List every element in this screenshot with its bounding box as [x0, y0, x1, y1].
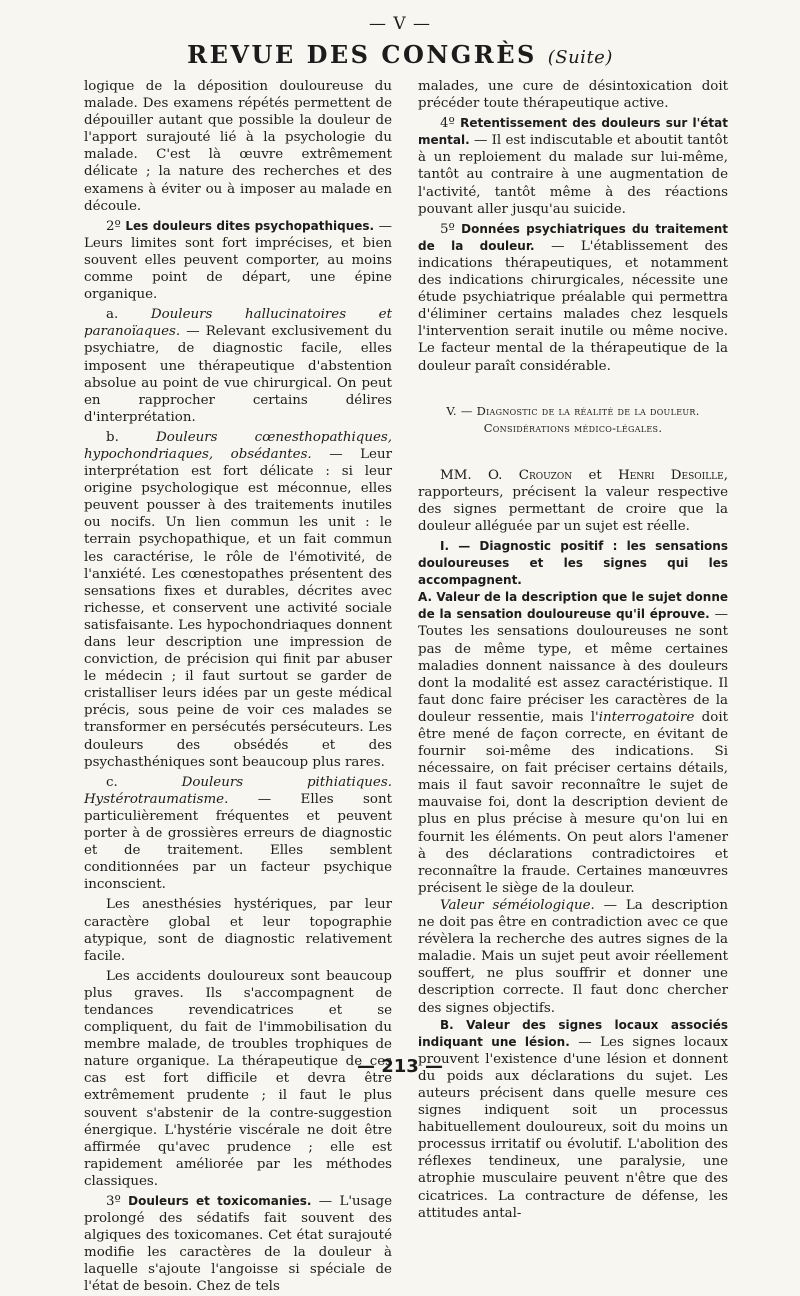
page-number: — 213 —	[356, 1056, 444, 1077]
subsection-number: 4º	[440, 116, 455, 132]
item-heading: A. Valeur de la description que le sujet donne de la sensation douloureuse qu'il éprouve.	[418, 590, 728, 622]
authors-conjunction: et	[588, 467, 602, 483]
subsection-3	[84, 1193, 392, 1296]
item-B	[418, 1017, 728, 1222]
item-emphasis: interrogatoire	[598, 709, 695, 725]
item-A	[418, 589, 728, 897]
paragraph-text: — L'usage prolongé des sédatifs fait souvent des algiques des toxicomanes. Cet état surajouté modifie les caractères de la douleur à laquelle s'ajoute l'angoisse si spéciale de l'état de besoin. Chez de tels	[84, 1194, 392, 1295]
right-column	[418, 78, 728, 1221]
section-v-title	[418, 403, 728, 437]
subsection-5	[418, 221, 728, 375]
paragraph: malades, une cure de désintoxication doit précéder toute thérapeutique active.	[418, 79, 728, 112]
item-text: — Toutes les sensations douloureuses ne sont pas de même type, et même certaines maladies donnent naissance à des douleurs dont la modalité est assez caractéristique. Il faut donc faire préciser les caractères de la douleur ressentie, mais l'	[418, 607, 728, 725]
title-main: REVUE DES CONGRÈS	[187, 40, 537, 69]
paragraph: logique de la déposition douloureuse du malade. Des examens répétés permettent de dépouiller autant que possible la douleur de l'apport surajouté lié à la psychologie du malade. C'est là œuvre extrêmement délicate ; la nature des recherches et des examens à éviter ou à imposer au malade en découle.	[84, 79, 392, 214]
subsection-number: 5º	[440, 221, 455, 237]
subsection-heading: Les douleurs dites psychopathiques.	[125, 218, 375, 233]
section-title-line: V. — Diagnostic de la réalité de la douleur.	[446, 403, 700, 418]
item-b	[84, 429, 392, 771]
paragraph: Les accidents douloureux sont beaucoup plus graves. Ils s'accompagnent de tendances revendicatrices et se compliquent, du fait de l'immobilisation du membre malade, de troubles trophiques de nature organique. La thérapeutique de ces cas est fort difficile et devra être extrêmement prudente ; il faut le plus souvent s'abstenir de la contre-suggestion énergique. L'hystérie viscérale ne doit être affirmée qu'avec prudence ; elle est rapidement améliorée par les méthodes classiques.	[84, 968, 392, 1189]
section-title-line: Considérations médico-légales.	[483, 420, 663, 435]
paragraph-text: — Il est indiscutable et aboutit tantôt à un reploiement du malade sur lui-même, tantôt au contraire à une augmentation de l'activité, tantôt même à des réactions pouvant aller jusqu'au suicide.	[418, 133, 728, 217]
paragraph-text: — L'établissement des indications thérapeutiques, et notamment des indications chirurgicales, nécessite une étude psychiatrique préalable qui permettra d'éliminer certains malades chez lesquels l'intervention serait inutile ou même nocive. Le facteur mental de la thérapeutique de la douleur paraît considérable.	[418, 238, 728, 374]
item-text: doit être mené de façon correcte, en évitant de fournir soi-même des indications. Si nécessaire, on fait préciser certains détails, mais il faut savoir reconnaître le sujet de mauvaise foi, dont la description devient de plus en plus précise à mesure qu'on lui en fournit les éléments. On peut alors l'amener à des déclarations contradictoires et reconnaître la fraude. Certaines manœuvres précisent le siège de la douleur.	[418, 709, 728, 896]
page-header	[0, 0, 800, 76]
subsection-number: 3º	[106, 1194, 121, 1209]
item-label: a.	[106, 307, 119, 323]
subsection-heading: Douleurs et toxicomanies.	[128, 1194, 312, 1208]
authors-paragraph	[418, 467, 728, 535]
item-text: — La description ne doit pas être en contradiction avec ce que révèlera la recherche des autres signes de la maladie. Mais un sujet peut avoir réellement souffert, ne plus souffrir et donner une description correcte. Il faut donc chercher des signes objectifs.	[418, 897, 728, 1016]
item-a	[84, 306, 392, 426]
item-title: Valeur séméiologique.	[440, 897, 595, 913]
page-title	[0, 40, 800, 69]
author-name: O. Crouzon	[487, 467, 573, 483]
item-label: b.	[106, 429, 119, 445]
item-title: Douleurs hallucinatoires et paranoïaques.	[84, 307, 392, 340]
subsection-4	[418, 115, 728, 218]
paragraph-text: , rapporteurs, précisent la valeur respective des signes permettant de croire que la douleur alléguée par un sujet est réelle.	[418, 467, 728, 534]
subsection-heading: Retentissement des douleurs sur l'état mental.	[418, 116, 728, 148]
item-c	[84, 774, 392, 894]
author-name: Henri Desoille	[618, 467, 724, 483]
item-text: — Les signes locaux prouvent l'existence d'une lésion et donnent du poids aux déclarations du sujet. Les auteurs précisent dans quelle mesure ces signes indiquent soit un processus habituellement douloureux, soit du moins un processus irritatif ou évolutif. L'abolition des réflexes tendineux, une paralysie, une atrophie musculaire peuvent n'être que des cicatrices. La contracture de défense, les attitudes antal-	[418, 1034, 728, 1221]
title-suite: (Suite)	[547, 47, 613, 68]
authors-prefix: MM.	[440, 467, 472, 483]
section-roman-numeral: — V —	[368, 14, 432, 34]
item-title: Douleurs cœnesthopathiques, hypochondriaques, obsédantes.	[84, 429, 392, 462]
left-column	[84, 78, 392, 1295]
item-heading: B. Valeur des signes locaux associés indiquant une lésion.	[418, 1017, 728, 1049]
valeur-semeiologique	[418, 897, 728, 1017]
item-text: — Leur interprétation est fort délicate : si leur origine psychologique est méconnue, elles peuvent pousser à des traitements inutiles ou nocifs. Un lien commun les unit : le terrain psychopathique, et un fait commun les caractérise, le rôle de l'émotivité, de l'anxiété. Les cœnestopathes présentent des sensations fixes et durables, décrites avec richesse, et conservent une activité sociale satisfaisante. Les hypochondriaques donnent dans leur description une impression de conviction, de précision qui finit par abuser le médecin ; il faut surtout se garder de cristalliser leurs idées par un geste médical précis, sous peine de voir ces malades se transformer en persécutés persécuteurs. Les douleurs des obsédés et des psychasthéniques sont beaucoup plus rares.	[84, 446, 392, 770]
subsection-number: 2º	[106, 218, 121, 234]
heading-text: I. — Diagnostic positif : les sensations douloureuses et les signes qui les accompagnent.	[418, 538, 728, 588]
item-text: — Relevant exclusivement du psychiatre, de diagnostic facile, elles imposent une thérapeutique d'abstention absolue au point de vue chirurgical. On peut en rapprocher certains délires d'interprétation.	[84, 324, 392, 425]
subsection-heading: Données psychiatriques du traitement de la douleur.	[418, 221, 728, 253]
item-title: Douleurs pithiatiques. Hystérotraumatisme.	[84, 774, 392, 807]
subsection-2	[84, 218, 392, 303]
paragraph: Les anesthésies hystériques, par leur caractère global et leur topographie atypique, sont de diagnostic relativement facile.	[84, 897, 392, 964]
item-label: c.	[106, 774, 118, 790]
diagnostic-heading	[418, 538, 728, 589]
paragraph-text: — Leurs limites sont fort imprécises, et bien souvent elles peuvent comporter, au moins comme point de départ, une épine organique.	[84, 218, 392, 303]
item-text: — Elles sont particulièrement fréquentes et peuvent porter à de grossières erreurs de diagnostic et de traitement. Elles semblent conditionnées par un facteur psychique inconscient.	[84, 791, 392, 893]
